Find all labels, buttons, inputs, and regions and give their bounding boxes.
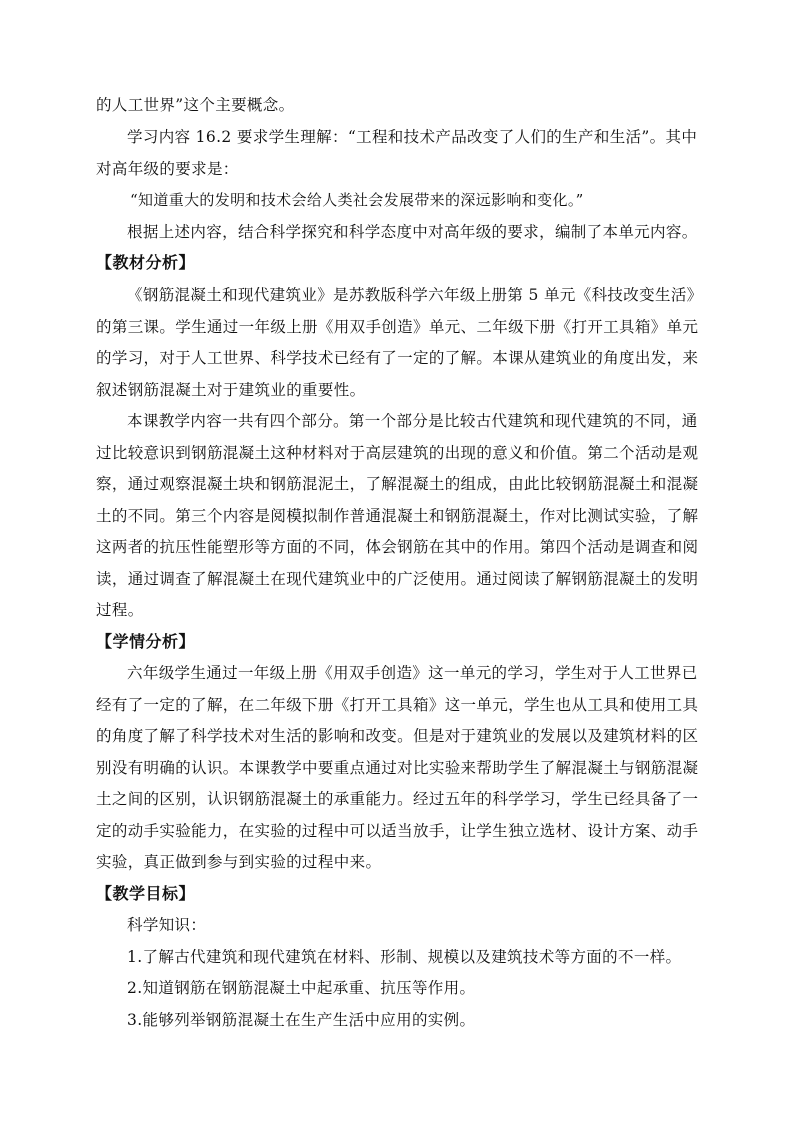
list-item: 2.知道钢筋在钢筋混凝土中起承重、抗压等作用。 [127, 979, 476, 997]
subheading-line: 科学知识： [127, 916, 207, 934]
paragraph-line: 根据上述内容，结合科学探究和科学态度中对高年级的要求，编制了本单元内容。 [127, 223, 698, 241]
section-heading-textbook-analysis: 【教材分析】 [96, 253, 196, 272]
paragraph-line: 的角度了解了科学技术对生活的影响和改变。但是对于建筑业的发展以及建筑材料的区 [96, 727, 699, 745]
paragraph-line: 《钢筋混凝土和现代建筑业》是苏教版科学六年级上册第 5 单元《科技改变生活》 [127, 286, 703, 304]
quote-line: “知道重大的发明和技术会给人类社会发展带来的深远影响和变化。” [130, 191, 584, 209]
paragraph-line: 土的不同。第三个内容是阅模拟制作普通混凝土和钢筋混凝土，作对比测试实验，了解 [96, 507, 699, 525]
section-heading-student-analysis: 【学情分析】 [96, 632, 196, 651]
paragraph-line: 的学习，对于人工世界、科学技术已经有了一定的了解。本课从建筑业的角度出发，来 [96, 349, 699, 367]
paragraph-line: 的人工世界”这个主要概念。 [96, 96, 295, 114]
paragraph-line: 土之间的区别，认识钢筋混凝土的承重能力。经过五年的科学学习，学生已经具备了一 [96, 790, 699, 808]
paragraph-line: 定的动手实验能力，在实验的过程中可以适当放手，让学生独立选材、设计方案、动手 [96, 822, 699, 840]
paragraph-line: 对高年级的要求是： [96, 160, 239, 178]
paragraph-line: 的第三课。学生通过一年级上册《用双手创造》单元、二年级下册《打开工具箱》单元 [96, 318, 699, 336]
paragraph-line: 叙述钢筋混凝土对于建筑业的重要性。 [96, 381, 366, 399]
paragraph-line: 实验，真正做到参与到实验的过程中来。 [96, 853, 382, 871]
list-item: 1.了解古代建筑和现代建筑在材料、形制、规模以及建筑技术等方面的不一样。 [127, 948, 682, 966]
paragraph-line: 读，通过调查了解混凝土在现代建筑业中的广泛使用。通过阅读了解钢筋混凝土的发明 [96, 570, 699, 588]
paragraph-line: 本课教学内容一共有四个部分。第一个部分是比较古代建筑和现代建筑的不同，通 [127, 412, 698, 430]
paragraph-line: 经有了一定的了解，在二年级下册《打开工具箱》这一单元，学生也从工具和使用工具 [96, 696, 699, 714]
paragraph-line: 六年级学生通过一年级上册《用双手创造》这一单元的学习，学生对于人工世界已 [127, 664, 698, 682]
paragraph-line: 学习内容 16.2 要求学生理解：“工程和技术产品改变了人们的生产和生活”。其中 [127, 128, 698, 146]
list-item: 3.能够列举钢筋混凝土在生产生活中应用的实例。 [127, 1011, 476, 1029]
paragraph-line: 察，通过观察混凝土块和钢筋混泥土，了解混凝土的组成，由此比较钢筋混凝土和混凝 [96, 475, 699, 493]
paragraph-line: 过程。 [96, 601, 144, 619]
paragraph-line: 这两者的抗压性能塑形等方面的不同，体会钢筋在其中的作用。第四个活动是调查和阅 [96, 538, 699, 556]
paragraph-line: 别没有明确的认识。本课教学中要重点通过对比实验来帮助学生了解混凝土与钢筋混凝 [96, 759, 699, 777]
paragraph-line: 过比较意识到钢筋混凝土这种材料对于高层建筑的出现的意义和价值。第二个活动是观 [96, 444, 699, 462]
section-heading-teaching-goals: 【教学目标】 [96, 884, 196, 903]
